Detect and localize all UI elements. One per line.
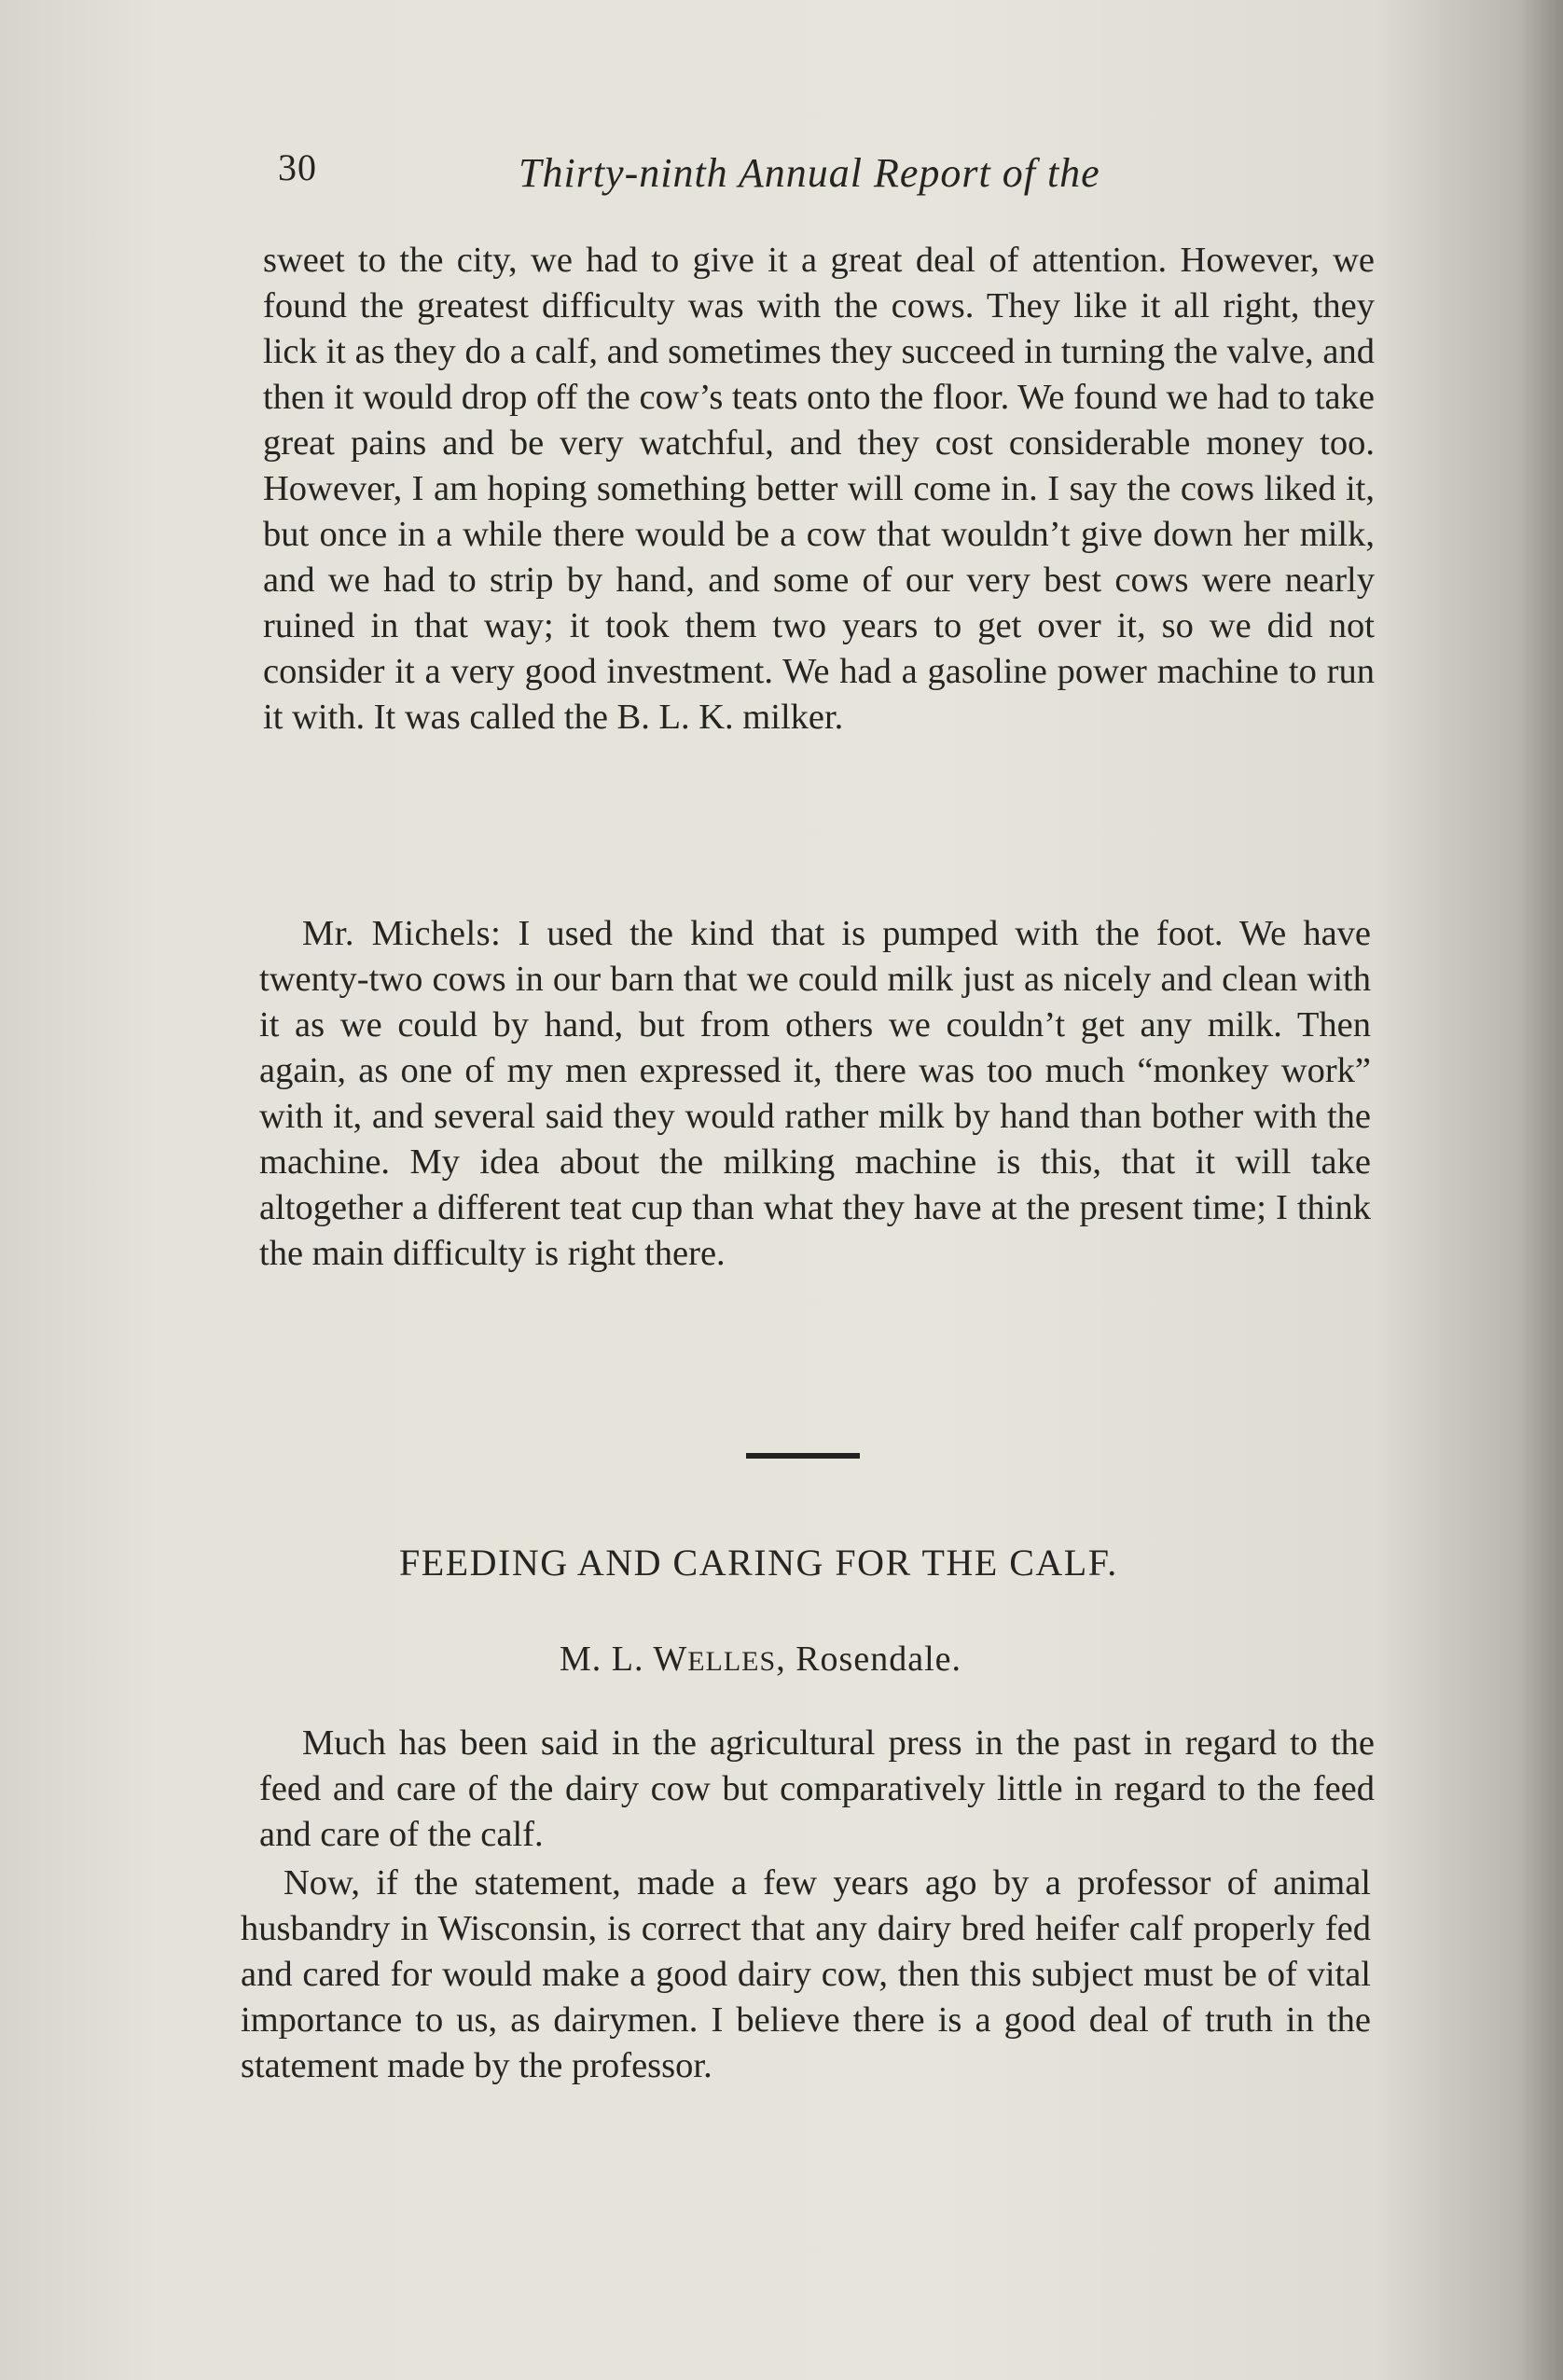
article-title: FEEDING AND CARING FOR THE CALF. [399,1542,1118,1584]
article-paragraph-2: Now, if the statement, made a few years ago by a professor of animal husbandry in Wisconsin, is correct that any dairy bred heifer calf properly fed and cared for would make a good dairy cow, then this subject must be of vital importance to us, as dairymen. I believe there is a good deal of truth in the statement made by the professor. [241,1863,1371,2085]
running-head [278,140,1210,205]
author-initials: M. L. [560,1640,644,1679]
speaker-remarks: I used the kind that is pumped with the foot. We have twenty-two cows in our barn that we could milk just as nicely and clean with it as we could by hand, but from others we couldn’t get any milk. Then again, as one of my men expressed it, there was too much “monkey work” with it, and several said they would rather milk by hand than bother with the machine. My idea about the milking machine is this, that it will take altogether a different teat cup than what they have at the present time; I think the main difficulty is right there. [259,914,1371,1273]
author-location: , Rosendale. [776,1640,961,1679]
author-surname-initial: W [653,1640,688,1679]
running-title: Thirty-ninth Annual Report of the [519,150,1100,196]
author-surname-rest: ELLES [687,1646,777,1677]
speaker-name: Mr. Michels: [302,914,502,953]
continued-paragraph: sweet to the city, we had to give it a great deal of attention. However, we found the greatest difficulty was with the cows. They like it all right, they lick it as they do a calf, and sometimes they succeed in turning the valve, and then it would drop off the cow’s teats onto the floor. We found we had to take great pains and be very watchful, and they cost considerable money too. However, I am hoping something better will come in. I say the cows liked it, but once in a while there would be a cow that wouldn’t give down her milk, and we had to strip by hand, and some of our very best cows were nearly ruined in that way; it took them two years to get over it, so we did not consider it a very good investment. We had a gasoline power machine to run it with. It was called the B. L. K. milker. [263,241,1375,737]
page-number: 30 [278,146,317,188]
section-divider [746,1453,860,1459]
author-byline [560,1639,961,1680]
discussion-paragraph [259,911,1371,1277]
article-paragraph-1: Much has been said in the agricultural press in the past in regard to the feed and care of the dairy cow but comparatively little in regard to the feed and care of the calf. [259,1723,1375,1854]
